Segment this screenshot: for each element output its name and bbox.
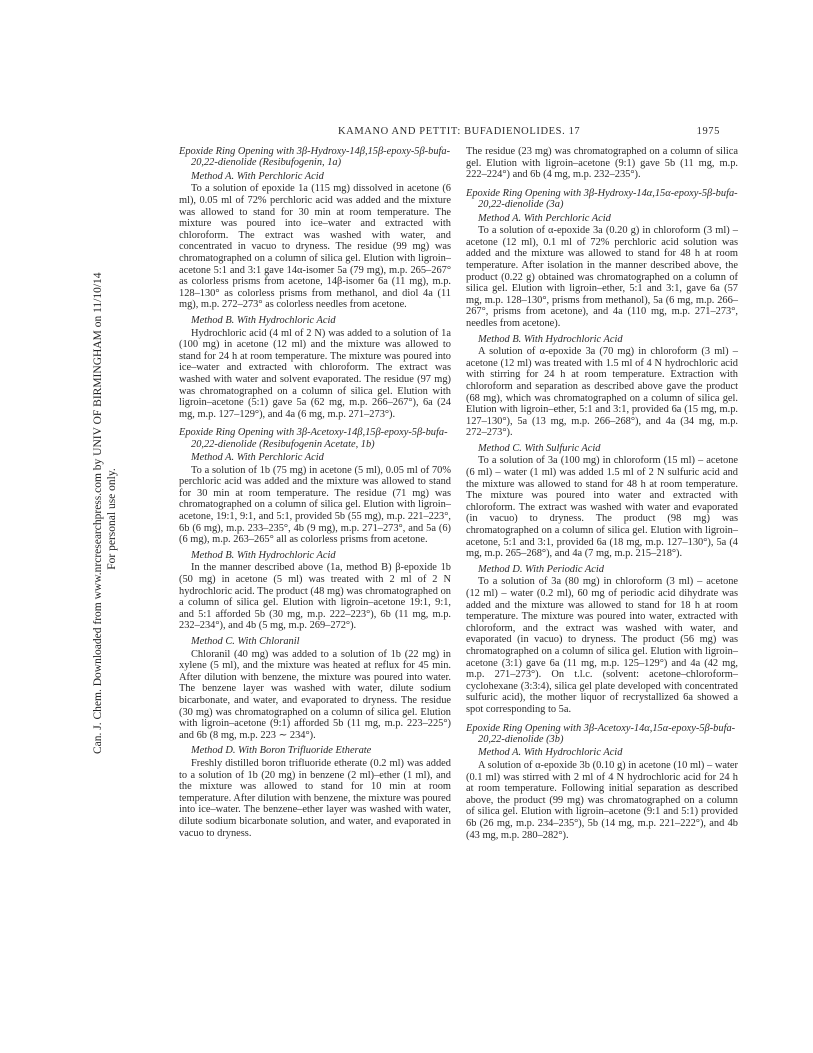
paragraph: A solution of α-epoxide 3b (0.10 g) in acetone (10 ml) – water (0.1 ml) was stirred with 2 ml of 4 N hydrochloric acid for 24 h at room temperature. Following initial separation as described above, the product (99 mg) was chromatographed on a column of silica gel. Elution with ligroin–acetone (9:1 and 5:1) provided 6b (26 mg, m.p. 234–235°), 5b (14 mg, m.p. 221–222°), and 4b (43 mg, m.p. 280–282°). <box>466 759 738 841</box>
method-heading: Method B. With Hydrochloric Acid <box>478 333 623 345</box>
paragraph: Hydrochloric acid (4 ml of 2 N) was added to a solution of 1a (100 mg) in acetone (12 ml) and the mixture was allowed to stand for 24 h at room temperature. The mixture was poured into ice–water and extracted with chloroform. The extract was washed with water and solvent evaporated. The residue (97 mg) was chromatographed on a column of silica gel. Elution with ligroin–acetone (5:1) gave 5a (62 mg, m.p. 266–267°), 6a (24 mg, m.p. 127–129°), and 4a (6 mg, m.p. 271–273°). <box>179 327 451 420</box>
page-number: 1975 <box>696 126 720 137</box>
paragraph: In the manner described above (1a, method B) β-epoxide 1b (50 mg) in acetone (5 ml) was treated with 2 ml of 2 N hydrochloric acid. The product (48 mg) was chromatographed on a column of silica gel. Elution with ligroin–acetone 19:1, 9:1, and 5:1 afforded 5b (30 mg, m.p. 222–223°), 6b (11 mg, m.p. 232–234°), and 4b (5 mg, m.p. 269–272°). <box>179 562 451 632</box>
method-heading: Method D. With Boron Trifluoride Etherate <box>191 745 372 757</box>
section-heading: Epoxide Ring Opening with 3β-Acetoxy-14β,15β-epoxy-5β-bufa-20,22-dienolide (Resibufogenin Acetate, 1b) <box>179 427 448 450</box>
watermark-line-2: For personal use only. <box>106 468 118 570</box>
right-column <box>466 146 738 845</box>
paragraph: Chloranil (40 mg) was added to a solution of 1b (22 mg) in xylene (5 ml), and the mixture was heated at reflux for 45 min. After dilution with benzene, the mixture was poured into water. The benzene layer was washed with water, dilute sodium bicarbonate, and water, and evaporated to dryness. The residue (30 mg) was chromatographed on a column of silica gel. Elution with ligroin–acetone (9:1) afforded 5b (11 mg, m.p. 223–225°) and 6b (8 mg, m.p. 223 ∼ 234°). <box>179 648 451 741</box>
method-heading: Method A. With Perchloric Acid <box>191 170 324 182</box>
paragraph-continued: The residue (23 mg) was chromatographed on a column of silica gel. Elution with ligroin–acetone (9:1) gave 5b (11 mg, m.p. 222–224°) and 6b (4 mg, m.p. 232–235°). <box>466 146 738 181</box>
watermark-line-1: Can. J. Chem. Downloaded from www.nrcresearchpress.com by UNIV OF BIRMINGHAM on 11/10/14 <box>92 272 104 754</box>
paragraph: A solution of α-epoxide 3a (70 mg) in chloroform (3 ml) – acetone (12 ml) was treated with 1.5 ml of 4 N hydrochloric acid with stirring for 24 h at room temperature. Extraction with chloroform and separation as described above gave the product (68 mg), which was chromatographed on a column of silica gel. Elution with ligroin–ether, 5:1 and 3:1, provided 6a (15 mg, m.p. 127–130°), 5a (13 mg, m.p. 266–268°), and 4a (34 mg, m.p. 272–273°). <box>466 346 738 439</box>
method-heading: Method A. With Hydrochloric Acid <box>478 747 623 759</box>
method-heading: Method C. With Sulfuric Acid <box>478 442 601 454</box>
section-heading: Epoxide Ring Opening with 3β-Hydroxy-14α,15α-epoxy-5β-bufa-20,22-dienolide (3a) <box>466 187 738 211</box>
paragraph: To a solution of 3a (80 mg) in chloroform (3 ml) – acetone (12 ml) – water (0.2 ml), 60 mg of periodic acid dihydrate was added and the mixture was allowed to stand for 18 h at room temperature. The mixture was poured into water, extracted with chloroform, and the extract was washed with water, and evaporated (in vacuo) to dryness. The product (56 mg) was chromatographed on a column of silica gel. Elution with ligroin–acetone (3:1) gave 6a (11 mg, m.p. 125–129°) and 4a (42 mg, m.p. 271–273°). On t.l.c. (solvent: acetone–chloroform–cyclohexane (3:3:4), silica gel plate developed with concentrated sulfuric acid), the mother liquor of recrystallized 6a showed a spot corresponding to 5a. <box>466 576 738 715</box>
running-head: KAMANO AND PETTIT: BUFADIENOLIDES. 17 <box>338 126 581 137</box>
method-heading: Method B. With Hydrochloric Acid <box>191 549 336 561</box>
paragraph: Freshly distilled boron trifluoride etherate (0.2 ml) was added to a solution of 1b (20 mg) in benzene (2 ml)–ether (1 ml), and the mixture was allowed to stand for 10 min at room temperature. After dilution with benzene, the mixture was poured into ice–water. The benzene–ether layer was washed with water, dilute sodium bicarbonate solution, and water, and evaporated in vacuo to dryness. <box>179 757 451 839</box>
paragraph: To a solution of 1b (75 mg) in acetone (5 ml), 0.05 ml of 70% perchloric acid was added and the mixture was allowed to stand for 30 min at room temperature. The residue (71 mg) was chromatographed on a column of silica gel. Elution with ligroin–acetone, 19:1, 9:1, and 5:1, provided 5b (55 mg), m.p. 221–223°, 6b (6 mg), m.p. 233–235°, 4b (9 mg), m.p. 271–273°, and 5a (6) (6 mg), m.p. 263–265° all as colorless prisms from acetone. <box>179 464 451 546</box>
paragraph: To a solution of 3a (100 mg) in chloroform (15 ml) – acetone (6 ml) – water (1 ml) was added 1.5 ml of 2 N sulfuric acid and the mixture was allowed to stand for 48 h at room temperature. The mixture was poured into water and extracted with chloroform. The extract was washed with water and evaporated (in vacuo) to dryness. The product (98 mg) was chromatographed on a column of silica gel. Elution with ligroin–acetone, 5:1 and 3:1, provided 6a (18 mg, m.p. 127–130°), 5a (4 mg, m.p. 265–268°), and 4a (7 mg, m.p. 215–218°). <box>466 455 738 560</box>
method-heading: Method A. With Perchloric Acid <box>478 212 611 224</box>
method-heading: Method C. With Chloranil <box>191 636 300 647</box>
section-heading: Epoxide Ring Opening with 3β-Acetoxy-14α,15α-epoxy-5β-bufa-20,22-dienolide (3b) <box>466 722 736 745</box>
method-heading: Method D. With Periodic Acid <box>478 563 604 575</box>
download-watermark <box>91 272 119 754</box>
paragraph: To a solution of epoxide 1a (115 mg) dissolved in acetone (6 ml), 0.05 ml of 72% perchloric acid was added and the mixture was allowed to stand for 30 min at room temperature. The mixture was poured into ice–water and extracted with chloroform. The extract was washed with water, and concentrated in vacuo to dryness. The residue (99 mg) was chromatographed on a column of silica gel. Elution with ligroin–acetone 5:1 and 3:1 gave 14α-isomer 5a (79 mg), m.p. 265–267° as colorless prisms from acetone, 14β-isomer 6a (11 mg), m.p. 128–130° as colorless prisms from methanol, and diol 4a (11 mg), m.p. 272–273° as colorless needles from acetone. <box>179 183 451 311</box>
method-heading: Method B. With Hydrochloric Acid <box>191 314 336 326</box>
paragraph: To a solution of α-epoxide 3a (0.20 g) in chloroform (3 ml) – acetone (12 ml), 0.1 ml of 72% perchloric acid solution was added and the mixture was allowed to stand for 48 h at room temperature. After isolation in the manner described above, the product (0.22 g) obtained was chromatographed on a column of silica gel. Elution with ligroin–ether, 5:1 and 3:1, gave 6a (57 mg, m.p. 128–130°, prisms from methanol), 5a (6 mg, m.p. 266–267°, prisms from acetone), and 4a (110 mg, m.p. 271–273°, needles from acetone). <box>466 225 738 329</box>
left-column <box>179 146 451 843</box>
section-heading: Epoxide Ring Opening with 3β-Hydroxy-14β,15β-epoxy-5β-bufa-20,22-dienolide (Resibufogenin, 1a) <box>179 146 451 169</box>
method-heading: Method A. With Perchloric Acid <box>191 452 324 464</box>
